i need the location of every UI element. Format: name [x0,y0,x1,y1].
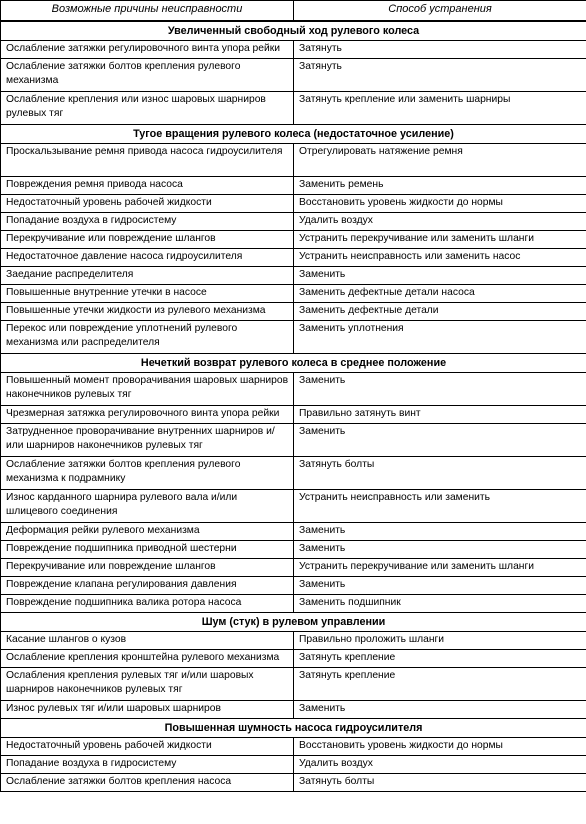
remedy-cell: Заменить [294,373,586,406]
cause-cell: Ослабление затяжки болтов крепления рулевого механизма [1,59,294,92]
table-row [1,406,586,424]
section-header-row [1,719,586,738]
header-cause: Возможные причины неисправности [1,1,294,22]
cause-cell: Попадание воздуха в гидросистему [1,756,294,774]
remedy-cell: Отрегулировать натяжение ремня [294,144,586,177]
cause-cell: Касание шлангов о кузов [1,632,294,650]
table-row [1,267,586,285]
remedy-cell: Заменить [294,424,586,457]
table-row [1,144,586,177]
section-header-row [1,613,586,632]
section-title: Тугое вращения рулевого колеса (недостаточное усиление) [1,125,586,144]
table-row [1,668,586,701]
remedy-cell: Удалить воздух [294,213,586,231]
cause-cell: Недостаточный уровень рабочей жидкости [1,195,294,213]
cause-cell: Перекручивание или повреждение шлангов [1,559,294,577]
table-row [1,756,586,774]
cause-cell: Повышенный момент проворачивания шаровых шарниров наконечников рулевых тяг [1,373,294,406]
cause-cell: Ослабления крепления рулевых тяг и/или шаровых шарниров наконечников рулевых тяг [1,668,294,701]
table-row [1,59,586,92]
table-row [1,457,586,490]
table-body [1,21,586,792]
header-remedy: Способ устранения [294,1,586,22]
cause-cell: Деформация рейки рулевого механизма [1,523,294,541]
cause-cell: Проскальзывание ремня привода насоса гидроусилителя [1,144,294,177]
remedy-cell: Устранить перекручивание или заменить шланги [294,231,586,249]
remedy-cell: Затянуть [294,41,586,59]
table-row [1,523,586,541]
remedy-cell: Заменить подшипник [294,595,586,613]
remedy-cell: Заменить [294,523,586,541]
table-row [1,541,586,559]
cause-cell: Повреждения ремня привода насоса [1,177,294,195]
cause-cell: Повышенные утечки жидкости из рулевого механизма [1,303,294,321]
cause-cell: Ослабление затяжки болтов крепления насоса [1,774,294,792]
cause-cell: Повреждение подшипника приводной шестерни [1,541,294,559]
remedy-cell: Затянуть болты [294,774,586,792]
table-row [1,632,586,650]
section-title: Шум (стук) в рулевом управлении [1,613,586,632]
remedy-cell: Правильно затянуть винт [294,406,586,424]
remedy-cell: Затянуть крепление [294,650,586,668]
cause-cell: Износ рулевых тяг и/или шаровых шарниров [1,701,294,719]
remedy-cell: Затянуть болты [294,457,586,490]
remedy-cell: Заменить уплотнения [294,321,586,354]
table-row [1,321,586,354]
remedy-cell: Правильно проложить шланги [294,632,586,650]
remedy-cell: Затянуть крепление [294,668,586,701]
table-row [1,303,586,321]
remedy-cell: Заменить [294,541,586,559]
table-row [1,177,586,195]
cause-cell: Попадание воздуха в гидросистему [1,213,294,231]
section-title: Повышенная шумность насоса гидроусилителя [1,719,586,738]
table-row [1,559,586,577]
remedy-cell: Устранить неисправность или заменить [294,490,586,523]
cause-cell: Повреждение подшипника валика ротора насоса [1,595,294,613]
table-row [1,213,586,231]
remedy-cell: Заменить дефектные детали [294,303,586,321]
remedy-cell: Устранить неисправность или заменить насос [294,249,586,267]
cause-cell: Ослабление крепления кронштейна рулевого механизма [1,650,294,668]
section-header-row [1,354,586,373]
table-row [1,249,586,267]
cause-cell: Заедание распределителя [1,267,294,285]
section-title: Увеличенный свободный ход рулевого колеса [1,21,586,41]
remedy-cell: Восстановить уровень жидкости до нормы [294,195,586,213]
remedy-cell: Затянуть крепление или заменить шарниры [294,92,586,125]
remedy-cell: Заменить [294,267,586,285]
table-row [1,231,586,249]
cause-cell: Повышенные внутренние утечки в насосе [1,285,294,303]
table-row [1,701,586,719]
remedy-cell: Затянуть [294,59,586,92]
remedy-cell: Заменить [294,577,586,595]
table-row [1,92,586,125]
table-row [1,595,586,613]
cause-cell: Износ карданного шарнира рулевого вала и/или шлицевого соединения [1,490,294,523]
remedy-cell: Восстановить уровень жидкости до нормы [294,738,586,756]
table-row [1,424,586,457]
remedy-cell: Удалить воздух [294,756,586,774]
section-title: Нечеткий возврат рулевого колеса в среднее положение [1,354,586,373]
table-row [1,41,586,59]
cause-cell: Ослабление крепления или износ шаровых шарниров рулевых тяг [1,92,294,125]
table-row [1,285,586,303]
table-row [1,738,586,756]
cause-cell: Перекос или повреждение уплотнений рулевого механизма или распределителя [1,321,294,354]
header-row [1,1,586,22]
cause-cell: Ослабление затяжки регулировочного винта упора рейки [1,41,294,59]
cause-cell: Недостаточное давление насоса гидроусилителя [1,249,294,267]
cause-cell: Перекручивание или повреждение шлангов [1,231,294,249]
table-row [1,650,586,668]
table-row [1,195,586,213]
cause-cell: Недостаточный уровень рабочей жидкости [1,738,294,756]
table-row [1,577,586,595]
section-header-row [1,125,586,144]
remedy-cell: Устранить перекручивание или заменить шланги [294,559,586,577]
cause-cell: Затрудненное проворачивание внутренних шарниров и/или шарниров наконечников рулевых тяг [1,424,294,457]
table-row [1,373,586,406]
remedy-cell: Заменить [294,701,586,719]
table-row [1,774,586,792]
table-row [1,490,586,523]
cause-cell: Чрезмерная затяжка регулировочного винта упора рейки [1,406,294,424]
remedy-cell: Заменить ремень [294,177,586,195]
table-header [1,1,586,22]
cause-cell: Повреждение клапана регулирования давления [1,577,294,595]
section-header-row [1,21,586,41]
remedy-cell: Заменить дефектные детали насоса [294,285,586,303]
cause-cell: Ослабление затяжки болтов крепления рулевого механизма к подрамнику [1,457,294,490]
